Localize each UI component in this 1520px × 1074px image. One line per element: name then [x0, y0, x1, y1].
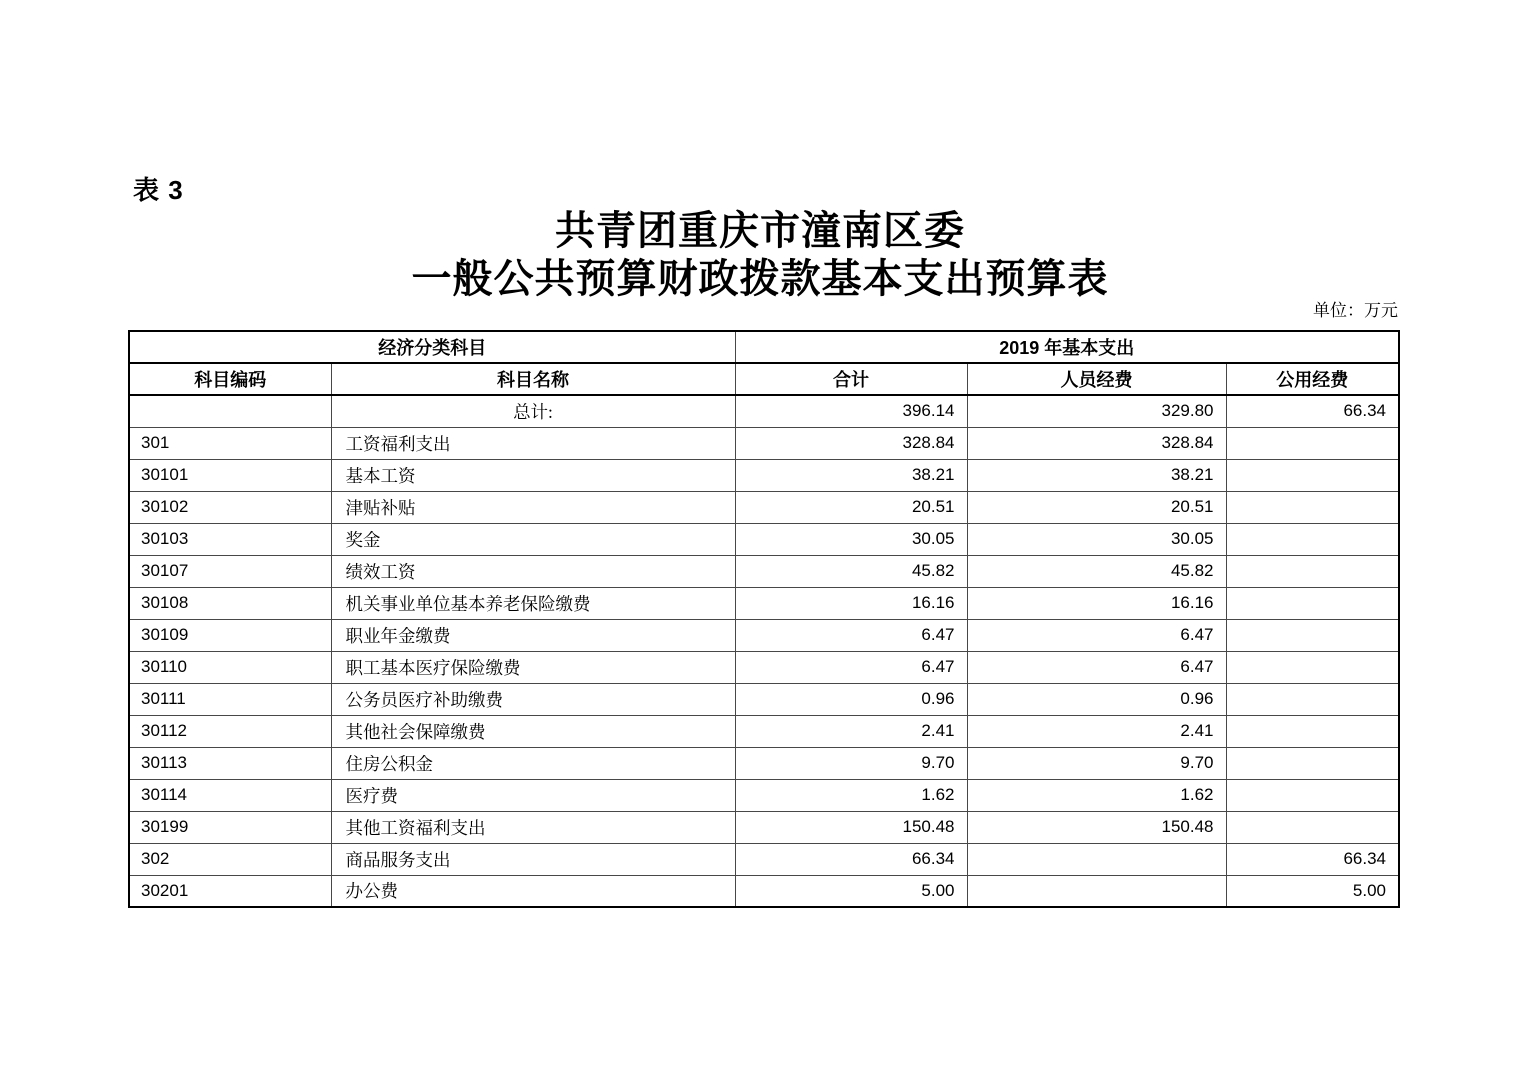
- title-line-organization: 共青团重庆市潼南区委: [555, 209, 965, 253]
- subject-code-cell: 30112: [129, 715, 331, 747]
- subject-name-cell: 津贴补贴: [331, 491, 735, 523]
- table-row: [129, 427, 1399, 459]
- subject-code-cell: 30103: [129, 523, 331, 555]
- personnel-funds-cell: 16.16: [967, 587, 1226, 619]
- header-public-funds: 公用经费: [1226, 363, 1399, 395]
- subject-code-cell: 30108: [129, 587, 331, 619]
- subject-code-cell: 30201: [129, 875, 331, 907]
- total-cell: 30.05: [735, 523, 967, 555]
- subject-name-cell: 商品服务支出: [331, 843, 735, 875]
- budget-table-body: [129, 395, 1399, 907]
- header-column-row: [129, 363, 1399, 395]
- public-funds-cell: [1226, 459, 1399, 491]
- subject-name-cell: 医疗费: [331, 779, 735, 811]
- header-subject-name: 科目名称: [331, 363, 735, 395]
- public-funds-cell: 66.34: [1226, 395, 1399, 427]
- personnel-funds-cell: 6.47: [967, 619, 1226, 651]
- personnel-funds-cell: 38.21: [967, 459, 1226, 491]
- total-cell: 16.16: [735, 587, 967, 619]
- table-number-label: 表 3: [133, 175, 184, 205]
- subject-name-cell: 绩效工资: [331, 555, 735, 587]
- grand-total-row: [129, 395, 1399, 427]
- total-cell: 5.00: [735, 875, 967, 907]
- subject-code-cell: 301: [129, 427, 331, 459]
- subject-code-cell: 30102: [129, 491, 331, 523]
- subject-name-cell: 公务员医疗补助缴费: [331, 683, 735, 715]
- table-row: [129, 715, 1399, 747]
- subject-name-cell: 奖金: [331, 523, 735, 555]
- public-funds-cell: [1226, 747, 1399, 779]
- personnel-funds-cell: [967, 843, 1226, 875]
- public-funds-cell: [1226, 427, 1399, 459]
- header-subject-code: 科目编码: [129, 363, 331, 395]
- personnel-funds-cell: 30.05: [967, 523, 1226, 555]
- subject-name-cell: 职工基本医疗保险缴费: [331, 651, 735, 683]
- public-funds-cell: [1226, 651, 1399, 683]
- personnel-funds-cell: 9.70: [967, 747, 1226, 779]
- subject-code-cell: 30109: [129, 619, 331, 651]
- public-funds-cell: [1226, 619, 1399, 651]
- header-economic-category: 经济分类科目: [129, 331, 735, 363]
- table-row: [129, 779, 1399, 811]
- personnel-funds-cell: 6.47: [967, 651, 1226, 683]
- public-funds-cell: [1226, 523, 1399, 555]
- personnel-funds-cell: 45.82: [967, 555, 1226, 587]
- subject-code-cell: 30101: [129, 459, 331, 491]
- unit-note: 单位：万元: [1313, 301, 1398, 320]
- personnel-funds-cell: 0.96: [967, 683, 1226, 715]
- personnel-funds-cell: 1.62: [967, 779, 1226, 811]
- table-row: [129, 619, 1399, 651]
- subject-name-cell: 职业年金缴费: [331, 619, 735, 651]
- document-title: [0, 207, 1520, 303]
- total-cell: 20.51: [735, 491, 967, 523]
- subject-code-cell: 30113: [129, 747, 331, 779]
- budget-table-header: [129, 331, 1399, 395]
- header-2019-basic-expenditure: 2019 年基本支出: [735, 331, 1399, 363]
- title-line-table-name: 一般公共预算财政拨款基本支出预算表: [411, 257, 1109, 301]
- personnel-funds-cell: 328.84: [967, 427, 1226, 459]
- subject-code-cell: 30107: [129, 555, 331, 587]
- header-personnel-funds: 人员经费: [967, 363, 1226, 395]
- table-row: [129, 523, 1399, 555]
- public-funds-cell: [1226, 683, 1399, 715]
- total-cell: 0.96: [735, 683, 967, 715]
- table-row: [129, 683, 1399, 715]
- personnel-funds-cell: 329.80: [967, 395, 1226, 427]
- subject-name-cell: 基本工资: [331, 459, 735, 491]
- total-cell: 328.84: [735, 427, 967, 459]
- personnel-funds-cell: 150.48: [967, 811, 1226, 843]
- total-cell: 396.14: [735, 395, 967, 427]
- public-funds-cell: [1226, 779, 1399, 811]
- total-cell: 150.48: [735, 811, 967, 843]
- table-row: [129, 555, 1399, 587]
- subject-name-cell: 工资福利支出: [331, 427, 735, 459]
- subject-name-cell: 总计:: [331, 395, 735, 427]
- budget-table: [128, 330, 1400, 908]
- total-cell: 9.70: [735, 747, 967, 779]
- table-row: [129, 747, 1399, 779]
- total-cell: 2.41: [735, 715, 967, 747]
- public-funds-cell: [1226, 555, 1399, 587]
- subject-name-cell: 其他社会保障缴费: [331, 715, 735, 747]
- table-row: [129, 843, 1399, 875]
- total-cell: 38.21: [735, 459, 967, 491]
- public-funds-cell: 5.00: [1226, 875, 1399, 907]
- public-funds-cell: [1226, 491, 1399, 523]
- subject-code-cell: 30114: [129, 779, 331, 811]
- table-row: [129, 811, 1399, 843]
- public-funds-cell: [1226, 587, 1399, 619]
- table-row: [129, 587, 1399, 619]
- subject-code-cell: 30199: [129, 811, 331, 843]
- total-cell: 45.82: [735, 555, 967, 587]
- public-funds-cell: [1226, 715, 1399, 747]
- total-cell: 66.34: [735, 843, 967, 875]
- subject-code-cell: [129, 395, 331, 427]
- table-row: [129, 459, 1399, 491]
- total-cell: 6.47: [735, 619, 967, 651]
- personnel-funds-cell: 20.51: [967, 491, 1226, 523]
- subject-name-cell: 办公费: [331, 875, 735, 907]
- subject-name-cell: 机关事业单位基本养老保险缴费: [331, 587, 735, 619]
- table-row: [129, 651, 1399, 683]
- table-row: [129, 875, 1399, 907]
- total-cell: 1.62: [735, 779, 967, 811]
- subject-name-cell: 住房公积金: [331, 747, 735, 779]
- header-group-row: [129, 331, 1399, 363]
- subject-name-cell: 其他工资福利支出: [331, 811, 735, 843]
- header-total: 合计: [735, 363, 967, 395]
- subject-code-cell: 302: [129, 843, 331, 875]
- public-funds-cell: [1226, 811, 1399, 843]
- subject-code-cell: 30110: [129, 651, 331, 683]
- table-row: [129, 491, 1399, 523]
- public-funds-cell: 66.34: [1226, 843, 1399, 875]
- total-cell: 6.47: [735, 651, 967, 683]
- personnel-funds-cell: [967, 875, 1226, 907]
- subject-code-cell: 30111: [129, 683, 331, 715]
- personnel-funds-cell: 2.41: [967, 715, 1226, 747]
